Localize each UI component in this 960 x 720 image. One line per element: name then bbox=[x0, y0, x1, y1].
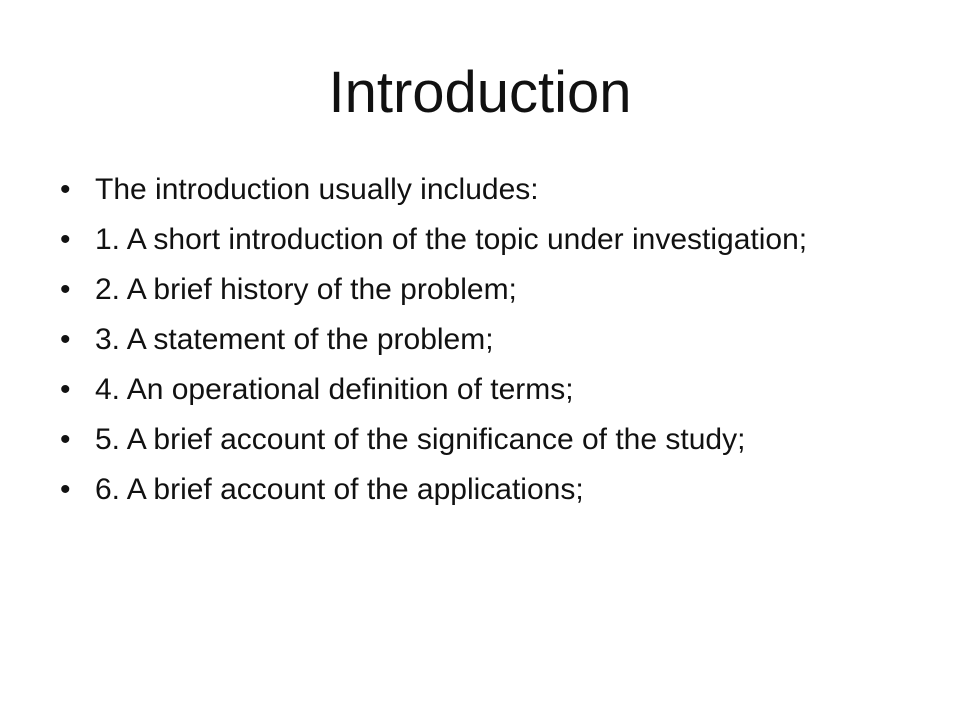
bullet-item bbox=[52, 222, 872, 257]
bullet-text: 4. An operational definition of terms; bbox=[95, 373, 574, 406]
bullet-text: 5. A brief account of the significance of the study; bbox=[95, 423, 746, 456]
bullet-item bbox=[52, 472, 872, 507]
bullet-dot-icon: • bbox=[60, 473, 71, 506]
bullet-text: 2. A brief history of the problem; bbox=[95, 273, 517, 306]
bullet-text: 1. A short introduction of the topic under investigation; bbox=[95, 223, 808, 256]
bullet-text: The introduction usually includes: bbox=[95, 173, 539, 206]
bullet-text: 3. A statement of the problem; bbox=[95, 323, 494, 356]
bullet-dot-icon: • bbox=[60, 423, 71, 456]
bullet-dot-icon: • bbox=[60, 223, 71, 256]
bullet-item bbox=[52, 322, 872, 357]
slide-title: Introduction bbox=[328, 60, 632, 125]
bullet-item bbox=[52, 422, 872, 457]
bullet-dot-icon: • bbox=[60, 373, 71, 406]
bullet-dot-icon: • bbox=[60, 273, 71, 306]
bullet-dot-icon: • bbox=[60, 173, 71, 206]
bullet-item bbox=[52, 372, 872, 407]
bullet-list bbox=[52, 172, 872, 522]
bullet-item bbox=[52, 172, 872, 207]
bullet-dot-icon: • bbox=[60, 323, 71, 356]
bullet-text: 6. A brief account of the applications; bbox=[95, 473, 584, 506]
bullet-item bbox=[52, 272, 872, 307]
